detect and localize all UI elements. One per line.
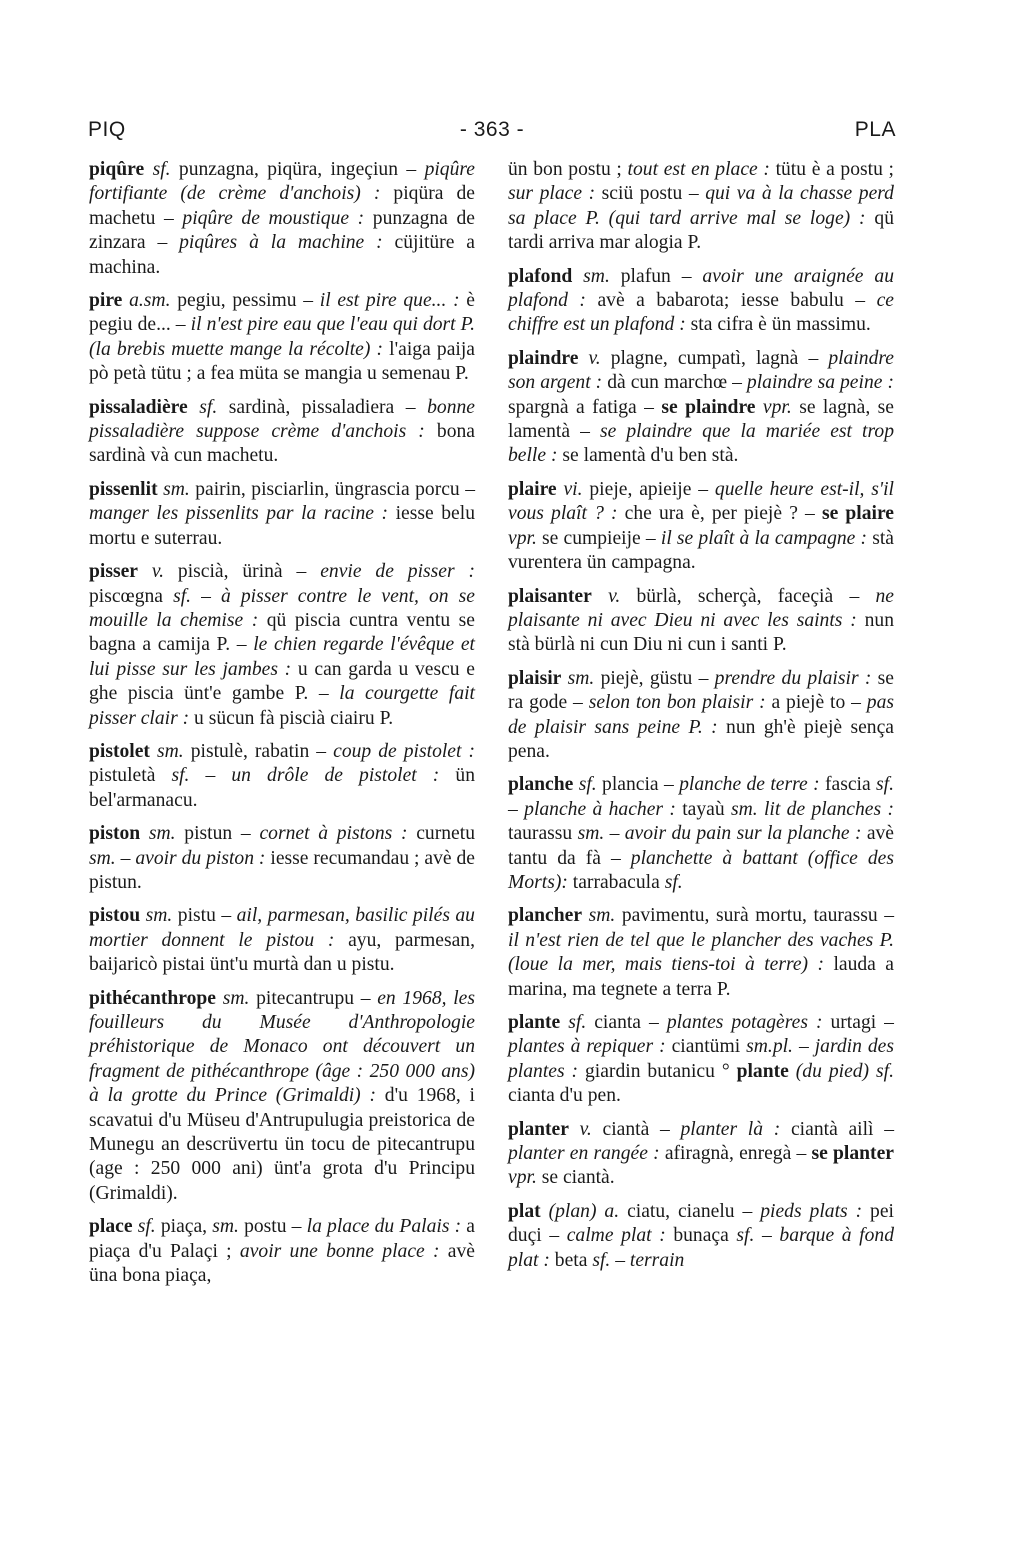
french-phrase: la courgette fait pisser clair : <box>89 683 475 729</box>
translation-text: postu – <box>238 1216 307 1238</box>
headword: plat <box>508 1200 541 1222</box>
dictionary-entry <box>89 396 475 469</box>
dictionary-entry <box>508 585 894 658</box>
headword: pistou <box>89 905 141 927</box>
translation-text: pitecantrupu – <box>249 987 378 1009</box>
french-phrase: sm. lit de planches : <box>730 798 894 820</box>
sub-headword: se plaindre <box>661 396 756 418</box>
french-phrase: sf. <box>736 1225 755 1247</box>
dictionary-entry <box>89 478 475 551</box>
headword: piqûre <box>89 159 145 180</box>
translation-text: avè tantu da fà – <box>508 823 895 869</box>
translation-text: ün bon postu ; <box>508 159 628 180</box>
french-phrase: avoir du pain sur la planche : <box>624 823 862 845</box>
headword: plancher <box>508 905 583 927</box>
translation-text: tayaù <box>675 798 731 820</box>
french-phrase: selon ton bon plaisir : <box>588 692 766 714</box>
grammar-label: sm. <box>588 905 616 927</box>
french-phrase: pas de plaisir sans peine P. : <box>508 692 894 738</box>
translation-text: plancia – <box>596 774 680 796</box>
translation-text: cianta – <box>586 1012 667 1033</box>
french-phrase: se plaindre que la mariée est trop belle : <box>508 421 894 467</box>
french-phrase: sm. <box>212 1216 239 1238</box>
french-phrase: planchette à battant (office des Morts): <box>508 847 894 893</box>
translation-text: dà cun marchœ – <box>602 372 747 394</box>
translation-text: – <box>610 1249 630 1271</box>
dictionary-entry <box>89 289 475 387</box>
translation-text: punzagna de zinzara – <box>89 207 475 254</box>
grammar-label: (plan) a. <box>548 1200 620 1222</box>
grammar-label: sf. <box>199 396 218 418</box>
column-right <box>508 158 894 1282</box>
french-phrase: un drôle de pistolet : <box>231 765 440 787</box>
translation-text: bona sardinà và cun machetu. <box>89 421 475 467</box>
french-phrase: piqûre fortifiante (de crème d'anchois) : <box>89 159 475 205</box>
french-phrase: ce chiffre est un plafond : <box>508 290 895 336</box>
translation-text: – <box>792 1036 815 1058</box>
translation-text: beta <box>549 1249 593 1271</box>
french-phrase: vpr. <box>508 1167 537 1189</box>
headword: plaisir <box>508 667 562 689</box>
translation-text: tarrabacula <box>567 871 665 893</box>
french-phrase: à pisser contre le vent, on se mouille la chemise : <box>89 585 476 631</box>
translation-text: cianta d'u pen. <box>508 1085 621 1107</box>
french-phrase: sf. <box>876 774 894 796</box>
grammar-label: sf. <box>568 1012 587 1033</box>
french-phrase: vpr. <box>762 396 792 418</box>
translation-text: piqüra de machetu – <box>89 183 475 229</box>
page-number: - 363 - <box>459 118 525 141</box>
headword: pire <box>89 290 123 312</box>
translation-text: tütu è a postu ; <box>769 159 894 180</box>
headword: plaisanter <box>508 585 592 607</box>
translation-text: – <box>604 823 625 845</box>
translation-text: pieje, apieije – <box>582 478 715 500</box>
translation-text: avè üna bona piaça, <box>89 1240 476 1287</box>
french-phrase: terrain <box>629 1249 685 1271</box>
running-head <box>88 118 896 148</box>
dictionary-entry <box>508 478 894 576</box>
french-phrase: ail, parmesan, basilic pilés au mortier donnent le pistou : <box>89 905 475 951</box>
french-phrase: ne plaisante ni avec Dieu ni avec les saints : <box>508 585 894 631</box>
grammar-label: v. <box>588 347 601 369</box>
french-phrase: plaindre sa peine : <box>746 372 894 394</box>
dictionary-entry <box>508 347 894 469</box>
translation-text: ün bel'armanacu. <box>89 765 475 811</box>
french-phrase: plantes potagères : <box>666 1012 823 1033</box>
translation-text: se cumpieije – <box>536 527 661 549</box>
translation-text: piscœgna <box>89 585 174 607</box>
translation-text: – <box>115 847 136 869</box>
translation-text: urtagi – <box>822 1012 894 1033</box>
translation-text: nun gh'è piejè sença pena. <box>508 716 894 762</box>
french-phrase: sur place : <box>508 183 596 205</box>
dictionary-entry <box>89 740 475 813</box>
dictionary-entry <box>89 158 475 280</box>
grammar-label: sm. <box>156 740 184 762</box>
translation-text: nun stà bürlà ni cun Diu ni cun i santi P. <box>508 609 894 656</box>
column-left <box>89 158 475 1297</box>
grammar-label: a.sm. <box>129 290 171 312</box>
translation-text: iesse belu mortu e suterrau. <box>89 503 475 549</box>
french-phrase: vpr. <box>508 527 537 549</box>
dictionary-entry <box>89 904 475 977</box>
translation-text: a piaça d'u Palaçi ; <box>89 1216 475 1262</box>
translation-text: plafun – <box>609 265 703 287</box>
french-phrase: planter là : <box>680 1118 781 1140</box>
french-phrase: piqûre de moustique : <box>182 207 365 229</box>
french-phrase: il se plaît à la campagne : <box>660 527 868 549</box>
sub-headword: se plaire <box>821 503 895 525</box>
french-phrase: piqûres à la machine : <box>179 232 383 254</box>
translation-text <box>756 397 763 418</box>
grammar-label: sm. <box>567 667 595 689</box>
translation-text: ciantümi <box>665 1036 747 1058</box>
translation-text: cüjitüre a machina. <box>89 232 475 278</box>
translation-text: che ura è, per piejè ? – <box>617 503 822 525</box>
french-phrase: avoir une bonne place : <box>239 1240 440 1262</box>
translation-text: piscià, ürinà – <box>164 561 321 583</box>
dictionary-entry <box>89 822 475 895</box>
headword: plante <box>508 1012 561 1033</box>
translation-text: plagne, cumpatì, lagnà – <box>600 347 829 369</box>
translation-text: l'aiga paija pò petà tütu ; a fea müta se mangia u semenau P. <box>89 338 475 385</box>
translation-text: afiragnà, enregà – <box>659 1143 812 1165</box>
translation-text: pairin, pisciarlin, üngrascia porcu – <box>189 478 475 500</box>
french-phrase: la place du Palais : <box>306 1216 462 1238</box>
french-phrase: barque à fond plat : <box>508 1225 895 1271</box>
translation-text: bunaça <box>665 1225 737 1247</box>
dictionary-entry <box>508 265 894 338</box>
headword: planter <box>508 1118 569 1140</box>
french-phrase: il n'est pire eau que l'eau qui dort P. (la brebis muette mange la récolte) : <box>89 314 475 360</box>
headword: pithécanthrope <box>89 987 217 1009</box>
sub-headword: se planter <box>811 1143 894 1165</box>
translation-text: lauda a marina, ma tegnete a terra P. <box>508 954 894 1000</box>
french-phrase: sm.pl. <box>746 1036 793 1058</box>
translation-text: pei duçi – <box>508 1200 894 1247</box>
french-phrase: (du pied) sf. <box>795 1060 894 1082</box>
french-phrase: avoir du piston : <box>135 847 266 869</box>
french-phrase: sf. <box>171 765 190 787</box>
french-phrase: quelle heure est-il, s'il vous plaît ? : <box>508 478 895 525</box>
translation-text: qü piscia cuntra ventu se bagna a camija P. – <box>89 609 475 656</box>
translation-text: punzagna, piqüra, ingeçiun – <box>170 159 425 180</box>
headword: pissaladière <box>89 396 188 418</box>
translation-text: ciantà ailì – <box>780 1118 894 1140</box>
translation-text: curnetu <box>407 823 475 845</box>
translation-text: se lagnà, se lamentà – <box>508 396 894 443</box>
grammar-label: sm. <box>583 265 610 287</box>
translation-text: ciatu, cianelu – <box>619 1200 761 1222</box>
french-phrase: qui va à la chasse perd sa place P. (qui tard arrive mal se loge) : <box>508 183 894 229</box>
guide-word-right: PLA <box>854 118 896 141</box>
grammar-label: sm. <box>148 823 176 845</box>
translation-text: se lamentà d'u ben stà. <box>557 445 739 467</box>
translation-text: sta cifra è ün massimu. <box>685 314 871 336</box>
french-phrase: il n'est rien de tel que le plancher des vaches P. (loue la mer, mais tiens-toi à terre) : <box>508 929 894 976</box>
grammar-label: sf. <box>578 774 597 796</box>
translation-text: è pegiu de... – <box>89 290 475 336</box>
french-phrase: calme plat : <box>566 1225 666 1247</box>
french-phrase: le chien regarde l'évêque et lui pisse sur les jambes : <box>89 634 475 680</box>
dictionary-entry <box>89 987 475 1207</box>
dictionary-entry <box>89 1215 475 1288</box>
translation-text: giardin butanicu ° <box>578 1060 737 1082</box>
translation-text: u sücun fà piscià ciairu P. <box>189 707 394 729</box>
french-phrase: sf. <box>664 871 683 893</box>
translation-text: bürlà, scherçà, faceçià – <box>620 585 876 607</box>
translation-text: qü tardi arriva mar alogia P. <box>508 207 894 254</box>
dictionary-entry <box>508 773 894 895</box>
french-phrase: manger les pissenlits par la racine : <box>89 503 389 525</box>
grammar-label: sm. <box>163 478 190 500</box>
grammar-label: sm. <box>145 905 173 927</box>
translation-text: iesse recumandau ; avè de pistun. <box>89 847 476 893</box>
grammar-label: v. <box>579 1118 592 1140</box>
dictionary-entry <box>508 667 894 765</box>
headword: plaire <box>508 478 557 500</box>
grammar-label: sf. <box>137 1216 156 1238</box>
french-phrase: sm. <box>577 823 605 845</box>
translation-text: – <box>754 1225 780 1247</box>
french-phrase: bonne pissaladière suppose crème d'anchois : <box>89 396 475 443</box>
translation-text: – <box>189 765 232 787</box>
translation-text: sardinà, pissaladiera – <box>217 396 428 418</box>
french-phrase: pieds plats : <box>760 1200 863 1222</box>
french-phrase: planche à hacher : <box>524 798 676 820</box>
grammar-label: vi. <box>563 478 583 500</box>
translation-text: pegiu, pessimu – <box>170 290 320 312</box>
grammar-label: sf. <box>152 159 171 180</box>
french-phrase: cornet à pistons : <box>259 823 408 845</box>
translation-text: piaça, <box>155 1216 213 1238</box>
translation-text: ciantà – <box>591 1118 681 1140</box>
headword: pisser <box>89 561 138 583</box>
headword: plafond <box>508 265 573 287</box>
french-phrase: sm. <box>89 847 116 869</box>
translation-text: taurassu <box>508 823 578 845</box>
guide-word-left: PIQ <box>88 118 126 141</box>
translation-text: – <box>508 798 525 820</box>
french-phrase: il est pire que... : <box>319 290 460 312</box>
translation-text: stà vurentera ün campagna. <box>508 527 894 574</box>
translation-text: pistuletà <box>89 765 172 787</box>
translation-text <box>789 1061 796 1082</box>
translation-text: se ra gode – <box>508 667 894 714</box>
french-phrase: plaindre son argent : <box>508 347 894 394</box>
translation-text: spargnà a fatiga – <box>508 396 662 418</box>
dictionary-entry <box>89 560 475 731</box>
headword: planche <box>508 774 574 796</box>
french-phrase: envie de pisser : <box>320 561 476 583</box>
translation-text: se ciantà. <box>536 1167 615 1189</box>
dictionary-entry <box>508 1200 894 1273</box>
translation-text: ayu, parmesan, baijaricò pistai ünt'u murtà dan u pistu. <box>89 929 475 976</box>
translation-text: u can garda u vescu e ghe piscia ünt'e gambe P. – <box>89 658 475 705</box>
translation-text: fascia <box>819 774 877 796</box>
french-phrase: planter en rangée : <box>508 1143 660 1165</box>
headword: pissenlit <box>89 478 158 500</box>
translation-text: pistun – <box>175 823 260 845</box>
headword: place <box>89 1216 133 1238</box>
translation-text: a piejè to – <box>765 692 867 714</box>
grammar-label: v. <box>151 561 165 583</box>
french-phrase: sf. <box>592 1249 611 1271</box>
translation-text: piejè, güstu – <box>594 667 715 689</box>
translation-text: pistu – <box>172 905 237 927</box>
french-phrase: coup de pistolet : <box>333 740 475 762</box>
french-phrase: plantes à repiquer : <box>508 1036 666 1058</box>
dictionary-entry <box>508 904 894 1002</box>
translation-text: d'u 1968, i scavatui d'u Müseu d'Antrupulugia preistorica de Munegu an descrüvertu ün tocu de pitecantrupu (age : 250 000 ani) ünt'a grota d'u Principu (Grimaldi). <box>89 1085 475 1204</box>
translation-text: pistulè, rabatin – <box>183 740 334 762</box>
french-phrase: sf. <box>173 585 192 607</box>
dictionary-entry <box>508 1011 894 1109</box>
headword: pistolet <box>89 740 150 762</box>
sub-headword: plante <box>736 1060 789 1082</box>
grammar-label: sm. <box>222 987 250 1009</box>
headword: plaindre <box>508 347 579 369</box>
french-phrase: en 1968, les fouilleurs du Musée d'Anthropologie préhistorique de Monaco ont découvert un fragment de pithécanthrope (âge : 250 000 ans) à la grotte du Prince (Grimaldi) : <box>89 987 475 1107</box>
dictionary-entry <box>508 1118 894 1191</box>
translation-text: pavimentu, surà mortu, taurassu – <box>615 905 894 927</box>
french-phrase: planche de terre : <box>679 774 820 796</box>
french-phrase: tout est en place : <box>627 159 770 180</box>
french-phrase: jardin des plantes : <box>508 1036 895 1082</box>
french-phrase: prendre du plaisir : <box>714 667 872 689</box>
translation-text: – <box>191 585 222 607</box>
french-phrase: avoir une araignée au plafond : <box>508 265 894 312</box>
headword: piston <box>89 823 141 845</box>
dictionary-entry <box>508 158 894 256</box>
translation-text: sciü postu – <box>595 183 706 205</box>
translation-text: avè a babarota; iesse babulu – <box>585 290 877 312</box>
grammar-label: v. <box>608 585 621 607</box>
